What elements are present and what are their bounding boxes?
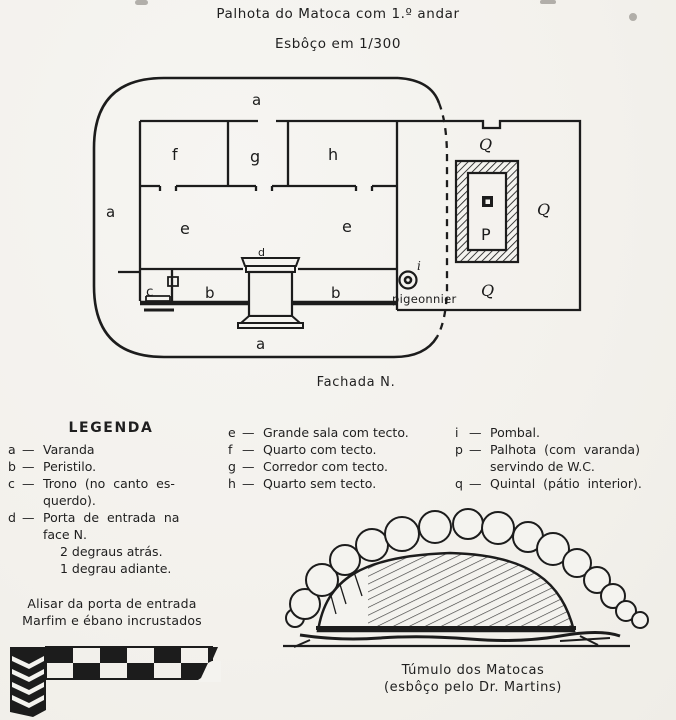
legend-letter: d	[8, 510, 16, 525]
legend-entry-c	[8, 475, 226, 509]
facade-caption: Fachada N.	[316, 375, 396, 390]
label-h: h	[328, 145, 339, 164]
legend-text: Quintal (pátio interior).	[490, 476, 642, 491]
chevron-arm	[10, 647, 46, 717]
legend-dash: —	[242, 476, 255, 491]
label-a-top: a	[252, 91, 262, 109]
legend-text: Porta de entrada na face N.	[43, 510, 180, 542]
wc-hut-structure	[456, 161, 518, 262]
legend-text: Varanda	[43, 442, 95, 457]
legend-entry-e	[228, 424, 443, 441]
legend-col1	[8, 441, 226, 577]
label-e-left: e	[180, 219, 190, 238]
legend-entry-g	[228, 458, 443, 475]
legend-dash: —	[22, 442, 35, 457]
legend-dash: —	[242, 442, 255, 457]
legend-letter: a	[8, 442, 16, 457]
legend-dash: —	[22, 476, 35, 491]
label-d: d	[258, 246, 265, 259]
legend-text: Grande sala com tecto.	[263, 425, 409, 440]
checkerboard-arm	[46, 647, 221, 682]
alisar-line-2: Marfim e ébano incrustados	[22, 613, 202, 628]
legend-letter: g	[228, 459, 236, 474]
alisar-note	[6, 595, 218, 629]
tomb-caption	[338, 662, 608, 696]
legend-text: Peristilo.	[43, 459, 97, 474]
label-p: P	[481, 225, 491, 244]
floor-plan-drawing	[0, 58, 676, 403]
legend-letter: q	[455, 476, 463, 491]
pigeonnier-symbol	[400, 272, 417, 289]
legend-entry-h	[228, 475, 443, 492]
legend-note-2: 1 degrau adiante.	[60, 561, 172, 576]
label-q-right: Q	[537, 200, 551, 219]
scan-artifact	[540, 0, 556, 4]
label-b-right: b	[331, 284, 341, 302]
legend-dash: —	[22, 459, 35, 474]
label-q-bottom: Q	[481, 281, 495, 300]
legend-letter: p	[455, 442, 463, 457]
legend-dash: —	[242, 425, 255, 440]
pigeonnier-label: pigeonnier	[392, 292, 457, 306]
tomb-sketch	[255, 505, 670, 660]
page-title: Palhota do Matoca com 1.º andar	[216, 6, 460, 22]
label-e-right: e	[342, 217, 352, 236]
legend-letter: c	[8, 476, 15, 491]
legend-text: Pombal.	[490, 425, 540, 440]
page-subtitle: Esbôço em 1/300	[274, 36, 402, 52]
legend-dash: —	[469, 425, 482, 440]
plan-script-labels	[417, 135, 550, 300]
legend-dash: —	[469, 442, 482, 457]
legend-dash: —	[469, 476, 482, 491]
legend-text: Trono (no canto es- querdo).	[43, 476, 175, 508]
tomb-caption-line-2: (esbôço pelo Dr. Martins)	[384, 680, 562, 695]
scan-artifact	[135, 0, 148, 5]
legend-text: Palhota (com varanda) servindo de W.C.	[490, 442, 640, 474]
label-q-top: Q	[479, 135, 493, 154]
legend-entry-d	[8, 509, 226, 543]
label-a-bottom: a	[256, 335, 266, 353]
legend-entry-f	[228, 441, 443, 458]
legend-text: Quarto com tecto.	[263, 442, 377, 457]
legend-letter: h	[228, 476, 236, 491]
legend-text: Corredor com tecto.	[263, 459, 388, 474]
label-g: g	[250, 147, 261, 166]
plan-labels	[106, 91, 491, 353]
legend-dash: —	[242, 459, 255, 474]
legend-letter: b	[8, 459, 16, 474]
label-b-left: b	[205, 284, 215, 302]
label-a-left: a	[106, 203, 116, 221]
ground-strokes	[283, 633, 630, 648]
legend-text: Quarto sem tecto.	[263, 476, 377, 491]
legend-entry-p	[455, 441, 673, 475]
legend-entry-i	[455, 424, 673, 441]
label-f: f	[172, 145, 178, 164]
legend-col3	[455, 424, 673, 492]
legend-letter: f	[228, 442, 233, 457]
legend-entry-q	[455, 475, 673, 492]
legend-entry-a	[8, 441, 226, 458]
entrance-steps	[238, 258, 303, 328]
legend-letter: e	[228, 425, 236, 440]
legend-dash: —	[22, 510, 35, 525]
legend-entry-b	[8, 458, 226, 475]
legend-col2	[228, 424, 443, 492]
legend-letter: i	[455, 425, 459, 440]
label-i: i	[417, 259, 421, 273]
legend-note-1: 2 degraus atrás.	[60, 544, 163, 559]
legend-heading: LEGENDA	[68, 420, 154, 436]
alisar-line-1: Alisar da porta de entrada	[27, 596, 197, 611]
door-trim-motif	[5, 642, 221, 720]
label-c: c	[146, 284, 154, 300]
tomb-caption-line-1: Túmulo dos Matocas	[401, 663, 545, 678]
